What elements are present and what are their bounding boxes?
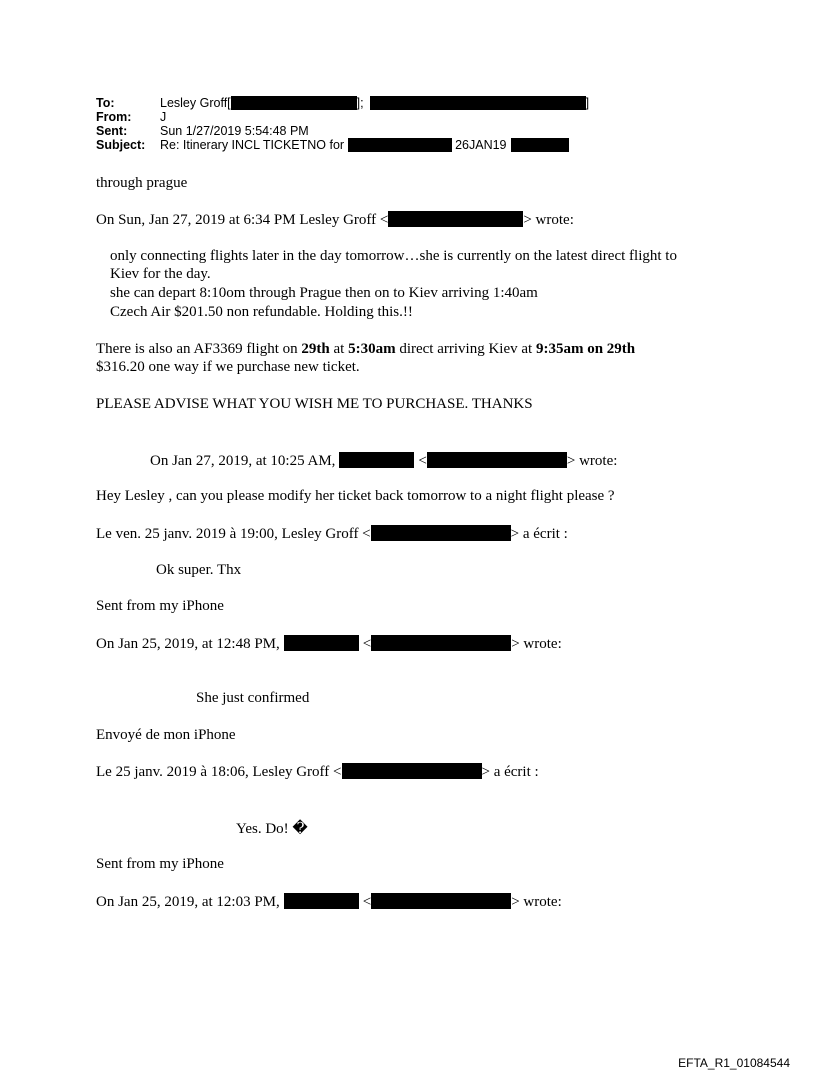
- redaction: [371, 635, 511, 651]
- body-line: Sent from my iPhone: [96, 598, 224, 614]
- quote-header: [150, 452, 617, 470]
- quote-text: > wrote:: [566, 453, 618, 469]
- sent-value: Sun 1/27/2019 5:54:48 PM: [160, 124, 309, 138]
- redaction: [511, 138, 569, 152]
- body-line: Envoyé de mon iPhone: [96, 727, 236, 743]
- redaction: [342, 763, 482, 779]
- from-label: From:: [96, 110, 132, 124]
- body-line: $316.20 one way if we purchase new ticket.: [96, 359, 360, 375]
- quote-text: > wrote:: [523, 212, 574, 228]
- quote-header: [96, 893, 562, 911]
- header-from: [96, 110, 166, 124]
- quote-text: Le 25 janv. 2019 à 18:06, Lesley Groff <: [96, 764, 342, 780]
- body-line: Sent from my iPhone: [96, 856, 224, 872]
- text: at: [329, 341, 349, 357]
- body-line: Ok super. Thx: [156, 562, 242, 578]
- text: There is also an AF3369 flight on: [96, 341, 302, 357]
- redaction: [284, 893, 359, 909]
- document-id: EFTA_R1_01084544: [678, 1056, 790, 1070]
- redaction: [231, 96, 357, 110]
- body-line: Yes. Do! �: [236, 821, 308, 837]
- to-separator: ];: [356, 96, 364, 110]
- to-end: ]: [585, 96, 590, 110]
- quote-header: [96, 763, 539, 781]
- subject-date: 26JAN19: [455, 138, 507, 152]
- redaction: [370, 96, 586, 110]
- to-label: To:: [96, 96, 115, 110]
- body-line: through prague: [96, 175, 188, 191]
- redaction: [427, 452, 567, 468]
- to-value: Lesley Groff[: [160, 96, 231, 110]
- bold-text: 29th: [301, 341, 330, 357]
- quote-text: > a écrit :: [481, 764, 539, 780]
- body-line: Hey Lesley , can you please modify her ticket back tomorrow to a night flight please ?: [96, 488, 615, 504]
- redaction: [348, 138, 452, 152]
- quote-header: [96, 635, 562, 653]
- redaction: [284, 635, 359, 651]
- quote-text: On Jan 25, 2019, at 12:48 PM,: [96, 636, 280, 652]
- quote-text: On Sun, Jan 27, 2019 at 6:34 PM Lesley Groff <: [96, 212, 389, 228]
- quote-header: [96, 211, 574, 229]
- quote-text: > a écrit :: [510, 526, 568, 542]
- header-to: [96, 96, 589, 110]
- body-line: she can depart 8:10om through Prague then on to Kiev arriving 1:40am: [110, 285, 538, 301]
- quote-text: On Jan 25, 2019, at 12:03 PM,: [96, 894, 280, 910]
- body-line: [96, 341, 635, 358]
- redaction: [339, 452, 414, 468]
- body-line: only connecting flights later in the day tomorrow…she is currently on the latest direct flight to: [110, 248, 677, 264]
- body-line: Kiev for the day.: [110, 266, 211, 282]
- quote-text: > wrote:: [511, 894, 562, 910]
- body-line: Czech Air $201.50 non refundable. Holding this.!!: [110, 304, 413, 320]
- sent-label: Sent:: [96, 124, 128, 138]
- quote-text: <: [362, 636, 372, 652]
- redaction: [388, 211, 523, 227]
- body-line: PLEASE ADVISE WHAT YOU WISH ME TO PURCHASE. THANKS: [96, 396, 533, 412]
- body-line: She just confirmed: [196, 690, 310, 706]
- text: direct arriving Kiev at: [395, 341, 536, 357]
- from-value: J: [160, 110, 167, 124]
- header-subject: [96, 138, 569, 152]
- redaction: [371, 525, 511, 541]
- quote-header: [96, 525, 568, 543]
- subject-value: Re: Itinerary INCL TICKETNO for: [160, 138, 345, 152]
- redaction: [371, 893, 511, 909]
- quote-text: > wrote:: [511, 636, 562, 652]
- bold-text: 9:35am on 29th: [535, 341, 636, 357]
- bold-text: 5:30am: [348, 341, 396, 357]
- header-sent: [96, 124, 309, 138]
- subject-label: Subject:: [96, 138, 146, 152]
- quote-text: <: [362, 894, 372, 910]
- quote-text: Le ven. 25 janv. 2019 à 19:00, Lesley Groff <: [96, 526, 371, 542]
- quote-text: <: [418, 453, 427, 469]
- quote-text: On Jan 27, 2019, at 10:25 AM,: [150, 453, 336, 469]
